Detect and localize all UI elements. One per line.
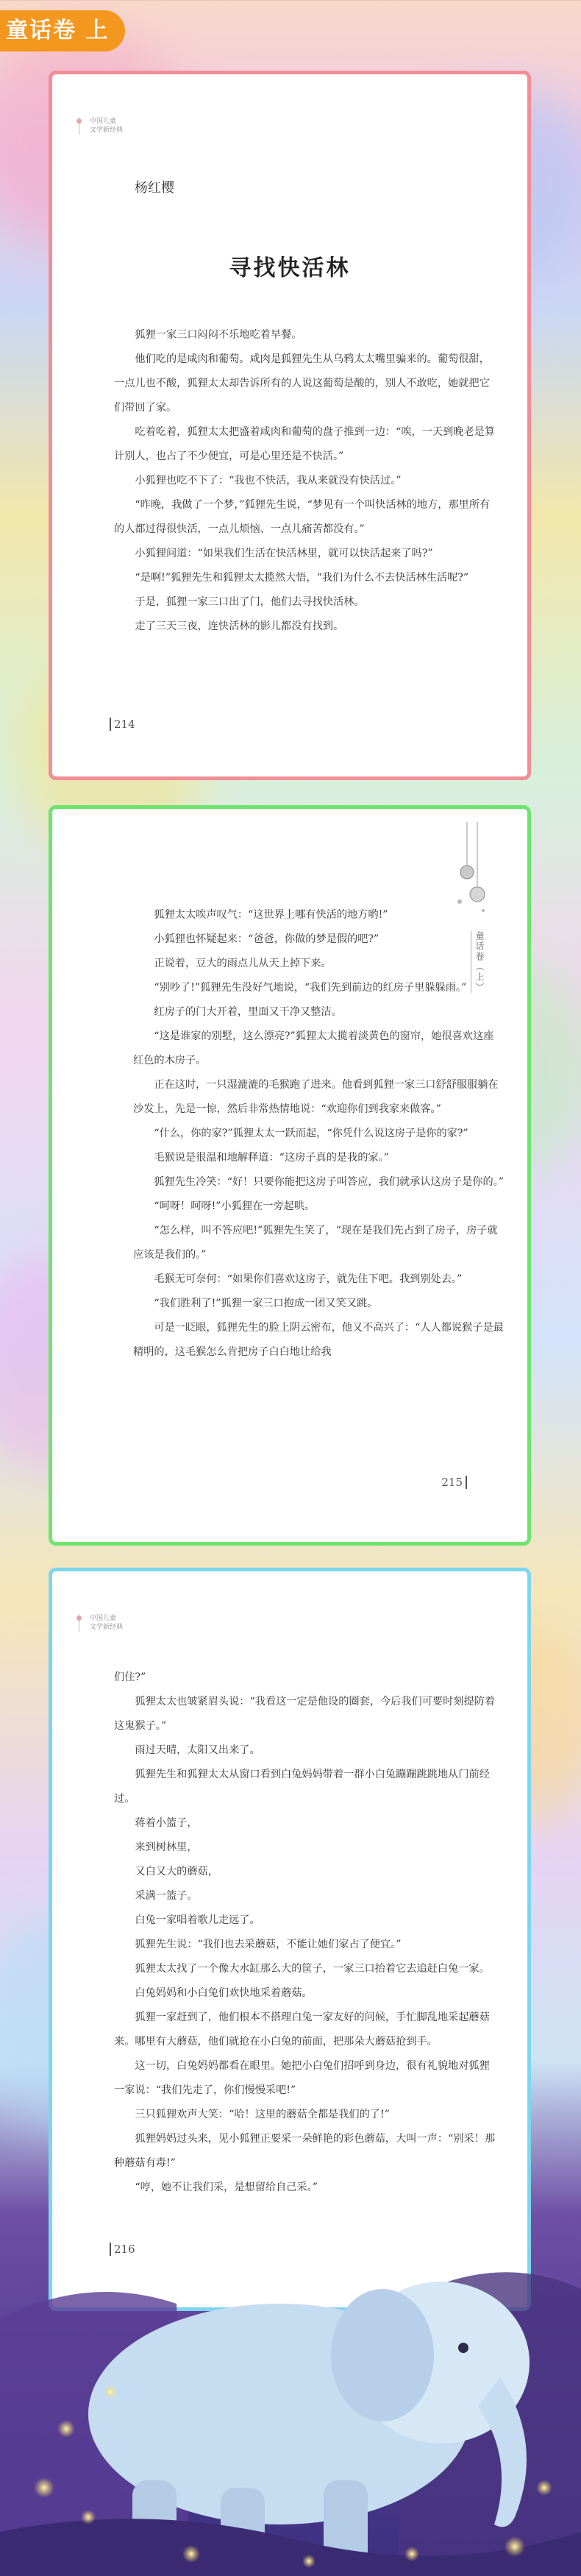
paragraph: 毛猴说是很温和地解释道：“这房子真的是我的家。”: [154, 1152, 389, 1164]
volume-badge: 童话卷 上: [0, 10, 125, 52]
paragraph: 小狐狸问道：“如果我们生活在快活林里，就可以快活起来了吗?”: [135, 548, 433, 559]
paragraph: 白兔妈妈和小白兔们欢快地采着蘑菇。: [135, 1987, 313, 1999]
paragraph: 白兔一家唱着歌儿走远了。: [135, 1914, 260, 1926]
paragraph: 狐狸先生说：“我们也去采蘑菇，不能让她们家占了便宜。”: [135, 1939, 402, 1950]
paragraph: “我们胜利了!”狐狸一家三口抱成一团又笑又跳。: [154, 1298, 378, 1309]
paragraph: 三只狐狸欢声大笑：“哈！这里的蘑菇全都是我们的了!”: [135, 2109, 390, 2120]
paragraph: 正说着，豆大的雨点儿从天上掉下来。: [154, 958, 332, 969]
song-line: 蒋着小篮子，: [135, 1817, 198, 1829]
series-logo-icon: [79, 1614, 88, 1632]
song-line: 来到树林里，: [135, 1841, 198, 1853]
page-body: [133, 903, 504, 1365]
paragraph: “这是谁家的别墅，这么漂亮?”狐狸太太揽着淡黄色的窗帘，她很喜欢这座红色的木房子。: [133, 1030, 494, 1066]
page-body: [114, 1666, 496, 2200]
paragraph: 他们吃的是咸肉和葡萄。咸肉是狐狸先生从乌鸦太太嘴里骗来的。葡萄很甜，一点儿也不酸，狐狸太太却告诉所有的人说这葡萄是酸的，别人不敢吃，她就把它们带回了家。: [114, 353, 490, 414]
chapter-label: 童话卷（上）: [471, 931, 486, 993]
paragraph: 们住?”: [114, 1671, 146, 1683]
paragraph: 红房子的门大开着，里面又干净又整洁。: [154, 1006, 342, 1018]
paragraph: 狐狸一家赶到了，他们根本不搭理白兔一家友好的问候，手忙脚乱地采起蘑菇来。哪里有大蘑菇，他们就抢在小白兔的前面，把那朵大蘑菇抢到手。: [114, 2011, 490, 2048]
paragraph: 于是，狐狸一家三口出了门，他们去寻找快活林。: [135, 596, 365, 608]
page-body: [114, 323, 496, 639]
book-page-216: [49, 1568, 531, 2311]
paragraph: “怎么样，叫不答应吧!”狐狸先生笑了，“现在是我们先占到了房子，房子就应该是我们的。”: [133, 1225, 498, 1261]
elephant-illustration: [0, 2208, 581, 2576]
paragraph: 狐狸先生和狐狸太太从窗口看到白兔妈妈带着一群小白兔蹦蹦跳跳地从门前经过。: [114, 1769, 490, 1805]
paragraph: “什么，你的家?”狐狸太太一跃而起，“你凭什么说这房子是你的家?”: [154, 1128, 468, 1139]
paragraph: 小狐狸也怀疑起来：“爸爸，你做的梦是假的吧?”: [154, 933, 379, 945]
song-line: 又白又大的蘑菇，: [135, 1866, 218, 1878]
page-number: 215: [441, 1476, 467, 1489]
paragraph: 雨过天晴，太阳又出来了。: [135, 1744, 260, 1756]
paragraph: 狐狸妈妈过头来，见小狐狸正要采一朵鲜艳的彩色蘑菇，大叫一声：“别采！那种蘑菇有毒!”: [114, 2133, 496, 2169]
paragraph: 小狐狸也吃不下了：“我也不快活，我从来就没有快活过。”: [135, 475, 402, 486]
paragraph: “别吵了!”狐狸先生没好气地说，“我们先到前边的红房子里躲躲雨。”: [154, 982, 467, 994]
paragraph: 正在这时，一只湿漉漉的毛猴跑了进来。他看到狐狸一家三口舒舒服服躺在沙发上，先是一惊，然后非常热情地说：“欢迎你们到我家来做客。”: [133, 1079, 499, 1115]
paragraph: 狐狸太太找了一个像大水缸那么大的筐子，一家三口抬着它去追赶白兔一家。: [135, 1963, 490, 1975]
paragraph: 走了三天三夜，连快活林的影儿都没有找到。: [135, 620, 344, 632]
song-line: 采满一篮子。: [135, 1890, 198, 1902]
paragraph: 毛猴无可奈何：“如果你们喜欢这房子，就先住下吧。我到别处去。”: [154, 1273, 463, 1285]
paragraph: 狐狸太太唉声叹气：“这世界上哪有快活的地方哟!”: [154, 909, 388, 921]
paragraph: “是啊!”狐狸先生和狐狸太太揽然大悟，“我们为什么不去快活林生活呢?”: [135, 572, 469, 584]
paragraph: 狐狸一家三口闷闷不乐地吃着早餐。: [135, 329, 302, 341]
paragraph: 可是一眨眼，狐狸先生的脸上阴云密布，他又不高兴了：“人人都说猴子是最精明的，这毛猴怎么肯把房子白白地让给我: [133, 1322, 504, 1358]
paragraph: 这一切，白兔妈妈都看在眼里。她把小白兔们招呼到身边，很有礼貌地对狐狸一家说：“我们先走了，你们慢慢采吧!”: [114, 2060, 490, 2096]
page-number: 216: [110, 2243, 135, 2256]
series-logo: 中国儿童 文学新经典: [79, 117, 123, 135]
paragraph: “昨晚，我做了一个梦，”狐狸先生说，“梦见有一个叫快活林的地方，那里所有的人都过得很快活，一点儿烦恼、一点儿痛苦都没有。”: [114, 499, 491, 535]
paragraph: 狐狸太太也皱紧眉头说：“我看这一定是他设的圈套，今后我们可要时刻提防着这鬼猴子。”: [114, 1696, 496, 1732]
story-title: 寻找快活林: [229, 255, 351, 281]
paragraph: “呵呀！呵呀!”小狐狸在一旁起哄。: [154, 1200, 316, 1212]
book-page-214: [49, 71, 531, 780]
paragraph: 狐狸先生冷笑：“好！只要你能把这房子叫答应，我们就承认这房子是你的。”: [154, 1176, 504, 1188]
book-page-215: [49, 805, 531, 1546]
paragraph: 吃着吃着，狐狸太太把盛着咸肉和葡萄的盘子推到一边：“唉，一天到晚老是算计别人，也占了不少便宜，可是心里还是不快活。”: [114, 426, 496, 462]
series-logo: 中国儿童 文学新经典: [79, 1614, 123, 1632]
page-number: 214: [110, 718, 135, 731]
series-logo-icon: [79, 117, 88, 135]
story-author: 杨红樱: [135, 180, 174, 196]
paragraph: “哼，她不让我们采，是想留给自己采。”: [135, 2182, 318, 2193]
